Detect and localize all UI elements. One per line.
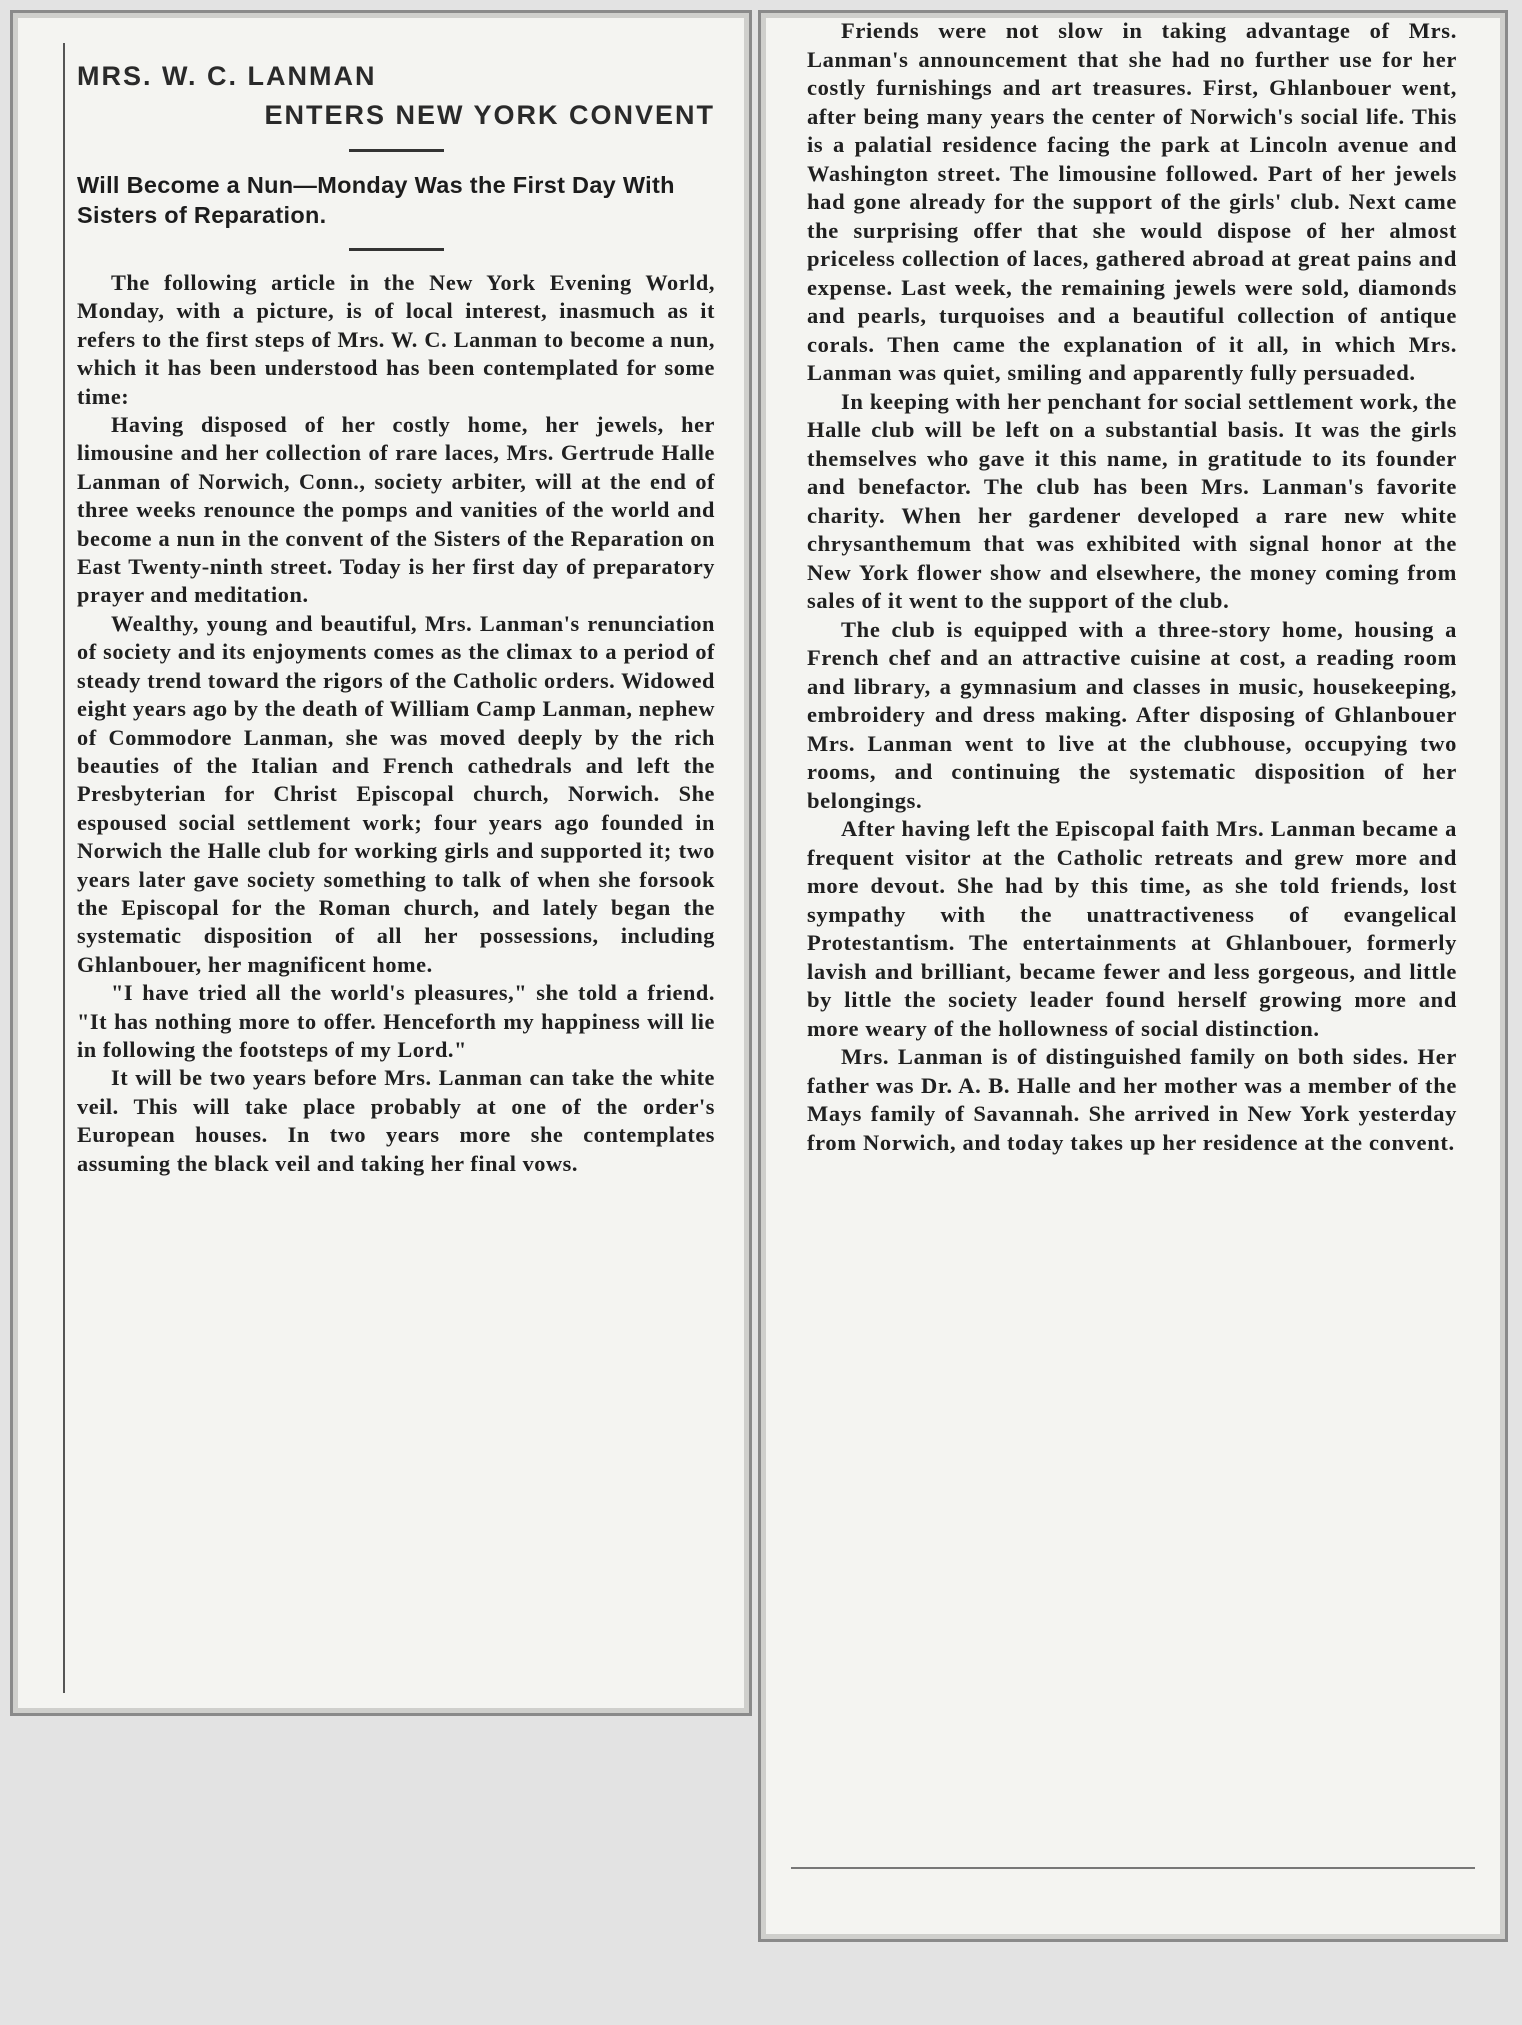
headline-line-1: MRS. W. C. LANMAN	[77, 61, 377, 91]
column-rule	[63, 43, 65, 1693]
paragraph: "I have tried all the world's pleasures," she told a friend. "It has nothing more to offer. Henceforth my happiness will lie in following the footsteps of my Lord."	[77, 980, 715, 1062]
article-body-left	[77, 269, 715, 1178]
deck-divider	[349, 248, 444, 251]
paragraph: It will be two years before Mrs. Lanman can take the white veil. This will take place probably at one of the order's European houses. In two years more she contemplates assuming the black veil and taking her final vows.	[77, 1065, 715, 1176]
clipping-column-left	[10, 10, 752, 1716]
clipping-column-right	[758, 10, 1508, 1942]
paragraph: After having left the Episcopal faith Mrs. Lanman became a frequent visitor at the Catholic retreats and grew more and more devout. She had by this time, as she told friends, lost sympathy with the unattractiveness of evangelical Protestantism. The entertainments at Ghlanbouer, formerly lavish and brilliant, became fewer and less gorgeous, and little by little the society leader found herself growing more and more weary of the hollowness of social distinction.	[807, 816, 1457, 1041]
paragraph: In keeping with her penchant for social settlement work, the Halle club will be left on a substantial basis. It was the girls themselves who gave it this name, in gratitude to its founder and benefactor. The club has been Mrs. Lanman's favorite charity. When her gardener developed a rare new white chrysanthemum that was exhibited with signal honor at the New York flower show and elsewhere, the money coming from sales of it went to the support of the club.	[807, 388, 1457, 613]
headline-divider	[349, 149, 444, 152]
article-body-right	[807, 17, 1457, 1157]
paragraph: Mrs. Lanman is of distinguished family on both sides. Her father was Dr. A. B. Halle and her mother was a member of the Mays family of Savannah. She arrived in New York yesterday from Norwich, and today takes up her residence at the convent.	[807, 1044, 1457, 1155]
paragraph: The club is equipped with a three-story home, housing a French chef and an attractive cuisine at cost, a reading room and library, a gymnasium and classes in music, housekeeping, embroidery and dress making. After disposing of Ghlanbouer Mrs. Lanman went to live at the clubhouse, occupying two rooms, and continuing the systematic disposition of her belongings.	[807, 616, 1457, 813]
paragraph: The following article in the New York Evening World, Monday, with a picture, is of local interest, inasmuch as it refers to the first steps of Mrs. W. C. Lanman to become a nun, which it has been understood has been contemplated for some time:	[77, 270, 715, 409]
paragraph: Friends were not slow in taking advantage of Mrs. Lanman's announcement that she had no further use for her costly furnishings and art treasures. First, Ghlanbouer went, after being many years the center of Norwich's social life. This is a palatial residence facing the park at Lincoln avenue and Washington street. The limousine followed. Part of her jewels had gone already for the support of the girls' club. Next came the surprising offer that she would dispose of her almost priceless collection of laces, gathered abroad at great pains and expense. Last week, the remaining jewels were sold, diamonds and pearls, turquoises and a beautiful collection of antique corals. Then came the explanation of it all, in which Mrs. Lanman was quiet, smiling and apparently fully persuaded.	[807, 18, 1457, 385]
headline-line-2: ENTERS NEW YORK CONVENT	[264, 100, 715, 130]
end-rule	[791, 1867, 1475, 1869]
paragraph: Wealthy, young and beautiful, Mrs. Lanman's renunciation of society and its enjoyments comes as the climax to a period of steady trend toward the rigors of the Catholic orders. Widowed eight years ago by the death of William Camp Lanman, nephew of Commodore Lanman, she was moved deeply by the rich beauties of the Italian and French cathedrals and left the Presbyterian for Christ Episcopal church, Norwich. She espoused social settlement work; four years ago founded in Norwich the Halle club for working girls and supported it; two years later gave society something to talk of when she forsook the Episcopal for the Roman church, and lately began the systematic disposition of all her possessions, including Ghlanbouer, her magnificent home.	[77, 610, 716, 977]
paragraph: Having disposed of her costly home, her jewels, her limousine and her collection of rare laces, Mrs. Gertrude Halle Lanman of Norwich, Conn., society arbiter, will at the end of three weeks renounce the pomps and vanities of the world and become a nun in the convent of the Sisters of the Reparation on East Twenty-ninth street. Today is her first day of preparatory prayer and meditation.	[77, 412, 715, 608]
deck-subheadline: Will Become a Nun—Monday Was the First Day With Sisters of Reparation.	[77, 172, 675, 228]
